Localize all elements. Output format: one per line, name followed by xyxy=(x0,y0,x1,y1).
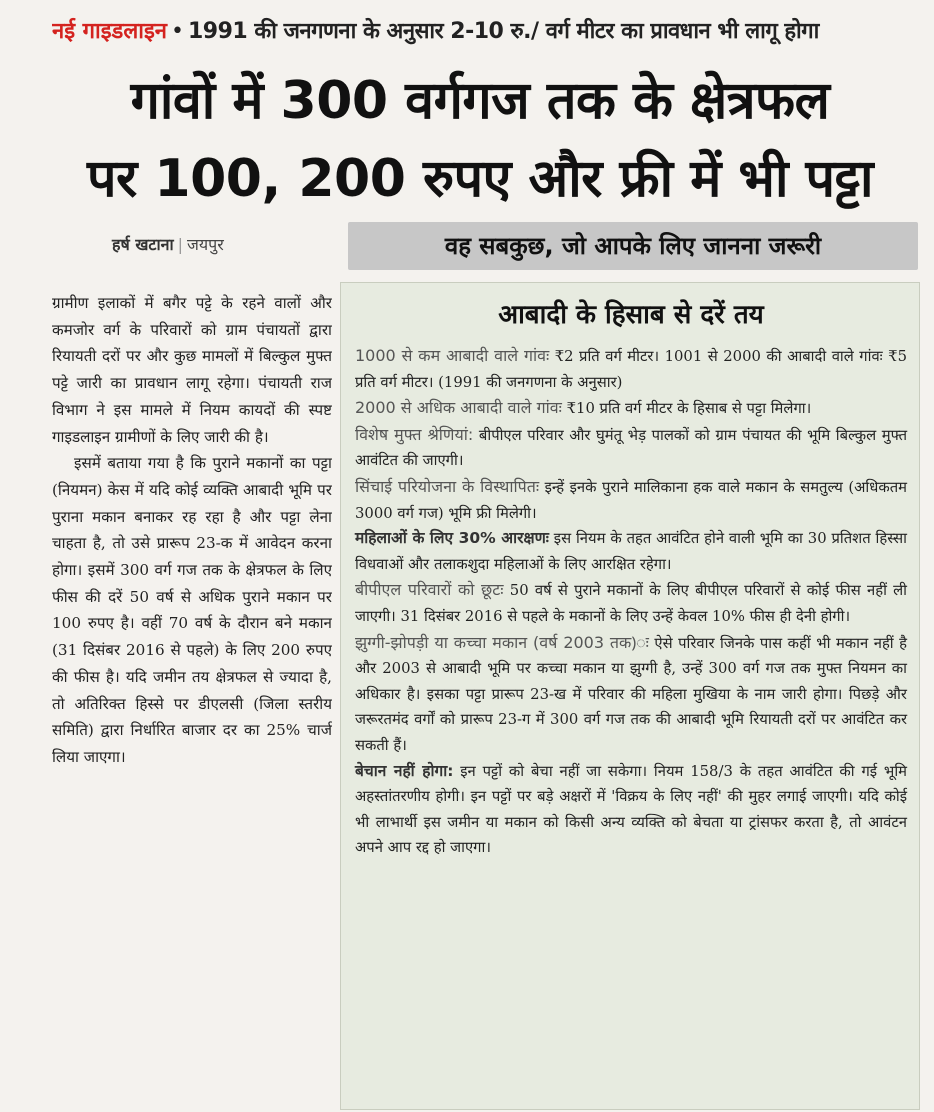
info-entry-3 xyxy=(355,422,907,474)
headline-line-1: गांवों में 300 वर्गगज तक के क्षेत्रफल xyxy=(130,71,830,131)
info-box-header: वह सबकुछ, जो आपके लिए जानना जरूरी xyxy=(348,222,918,270)
byline xyxy=(112,232,332,258)
info-entry-text: 50 वर्ष से पुराने मकानों के लिए बीपीएल परिवारों से कोई फीस नहीं ली जाएगी। 31 दिसंबर 2016 से पहले के मकानों के लिए उन्हें केवल 10% फीस ही देनी होगी। xyxy=(355,582,908,625)
info-entry-label: महिलाओं के लिए 30% आरक्षणः xyxy=(355,529,549,548)
info-entry-label: बीपीएल परिवारों को छूटः xyxy=(355,580,504,600)
headline xyxy=(40,62,920,218)
kicker-text: 1991 की जनगणना के अनुसार 2-10 रु./ वर्ग मीटर का प्रावधान भी लागू होगा xyxy=(187,19,819,44)
kicker-label: नई गाइडलाइन xyxy=(52,19,167,44)
info-box xyxy=(340,282,920,1110)
kicker-line xyxy=(52,14,922,50)
info-entry-text: ₹10 प्रति वर्ग मीटर के हिसाब से पट्टा मिलेगा। xyxy=(561,400,812,418)
info-entry-label: 1000 से कम आबादी वाले गांवः xyxy=(355,346,550,365)
info-entry-text: इस नियम के तहत आवंटित होने वाली भूमि का 30 प्रतिशत हिस्सा विधवाओं और तलाकशुदा महिलाओं के लिए आरक्षित रहेगा। xyxy=(355,530,907,573)
kicker-bullet: • xyxy=(170,19,184,44)
info-entry-5 xyxy=(355,526,907,577)
headline-line-2: पर 100, 200 रुपए और फ्री में भी पट्टा xyxy=(87,149,873,209)
article-paragraph-2: इसमें बताया गया है कि पुराने मकानों का पट्टा (नियमन) केस में यदि कोई व्यक्ति आबादी भूमि पर पुराना मकान बनाकर रह रहा है और पट्टा लेना चाहता है, तो उसे प्रारूप 23-क में आवेदन करना होगा। इसमें 300 वर्ग गज तक के क्षेत्रफल के लिए फीस की दरें 50 वर्ष से अधिक पुराने मकान पर 100 रुपए है। वहीं 70 वर्ष के दौरान बने मकान (31 दिसंबर 2016 से पहले) के लिए 200 रुपए की फीस है। यदि जमीन तय क्षेत्रफल से ज्यादा है, तो अतिरिक्त हिस्से पर डीएलसी (जिला स्तरीय समिति) द्वारा निर्धारित बाजार दर का 25% चार्ज लिया जाएगा। xyxy=(52,454,332,766)
info-entry-4 xyxy=(355,474,907,526)
byline-author: हर्ष खटाना xyxy=(112,235,174,254)
info-entry-label: बेचान नहीं होगा: xyxy=(355,761,454,780)
info-entry-1 xyxy=(355,343,907,395)
article-body xyxy=(52,290,332,1110)
info-entry-label: विशेष मुफ्त श्रेणियां: xyxy=(355,424,474,444)
info-entry-text: ₹2 प्रति वर्ग मीटर। 1001 से 2000 की आबादी वाले गांवः ₹5 प्रति वर्ग मीटर। (1991 की जनगणना के अनुसार) xyxy=(355,348,907,391)
info-entry-label: झुग्गी-झोपड़ी या कच्चा मकान (वर्ष 2003 तक)ः xyxy=(355,632,649,652)
article-paragraph-1: ग्रामीण इलाकों में बगैर पट्टे के रहने वालों और कमजोर वर्ग के परिवारों को ग्राम पंचायतों द्वारा रियायती दरों पर और कुछ मामलों में बिल्कुल मुफ्त पट्टे जारी का प्रावधान लागू रहेगा। पंचायती राज विभाग ने इस मामले में नियम कायदों की स्पष्ट गाइडलाइन ग्रामीणों के लिए जारी की है। xyxy=(52,294,332,446)
info-entry-6 xyxy=(355,577,907,629)
info-entry-2 xyxy=(355,395,907,422)
info-entry-text: बीपीएल परिवार और घुमंतू भेड़ पालकों को ग्राम पंचायत की भूमि बिल्कुल मुफ्त आवंटित की जाएगी। xyxy=(355,426,908,470)
info-entry-text: ऐसे परिवार जिनके पास कहीं भी मकान नहीं है और 2003 से आबादी भूमि पर कच्चा मकान या झुग्गी है, उन्हें 300 वर्ग गज तक मुफ्त नियमन का अधिकार है। इसका पट्टा प्रारूप 23-ख में परिवार की महिला मुखिया के नाम जारी होगा। पिछड़े और जरूरतमंद वर्गों को प्रारूप 23-ग में 300 वर्ग गज तक की आबादी भूमि रियायती दरों पर आवंटित कर सकती हैं। xyxy=(355,634,907,754)
info-entry-8 xyxy=(355,759,907,861)
info-entry-text: इन पट्टों को बेचा नहीं जा सकेगा। नियम 158/3 के तहत आवंटित की गई भूमि अहस्तांतरणीय होगी। इन पट्टों पर बड़े अक्षरों में 'विक्रय के लिए नहीं' की मुहर लगाई जाएगी। यदि कोई भी लाभार्थी इस जमीन या मकान को किसी अन्य व्यक्ति को बेचता या ट्रांसफर करता है, तो आवंटन अपने आप रद्द हो जाएगा। xyxy=(355,762,908,857)
byline-separator: | xyxy=(177,235,184,254)
info-entry-text: इन्हें इनके पुराने मालिकाना हक वाले मकान के समतुल्य (अधिकतम 3000 वर्ग गज) भूमि फ्री मिलेगी। xyxy=(355,478,907,522)
info-entry-label: 2000 से अधिक आबादी वाले गांवः xyxy=(355,398,562,418)
info-entry-7 xyxy=(355,630,907,759)
info-entry-label: सिंचाई परियोजना के विस्थापितः xyxy=(355,476,540,496)
byline-city: जयपुर xyxy=(187,235,224,254)
info-box-title: आबादी के हिसाब से दरें तय xyxy=(498,300,764,330)
